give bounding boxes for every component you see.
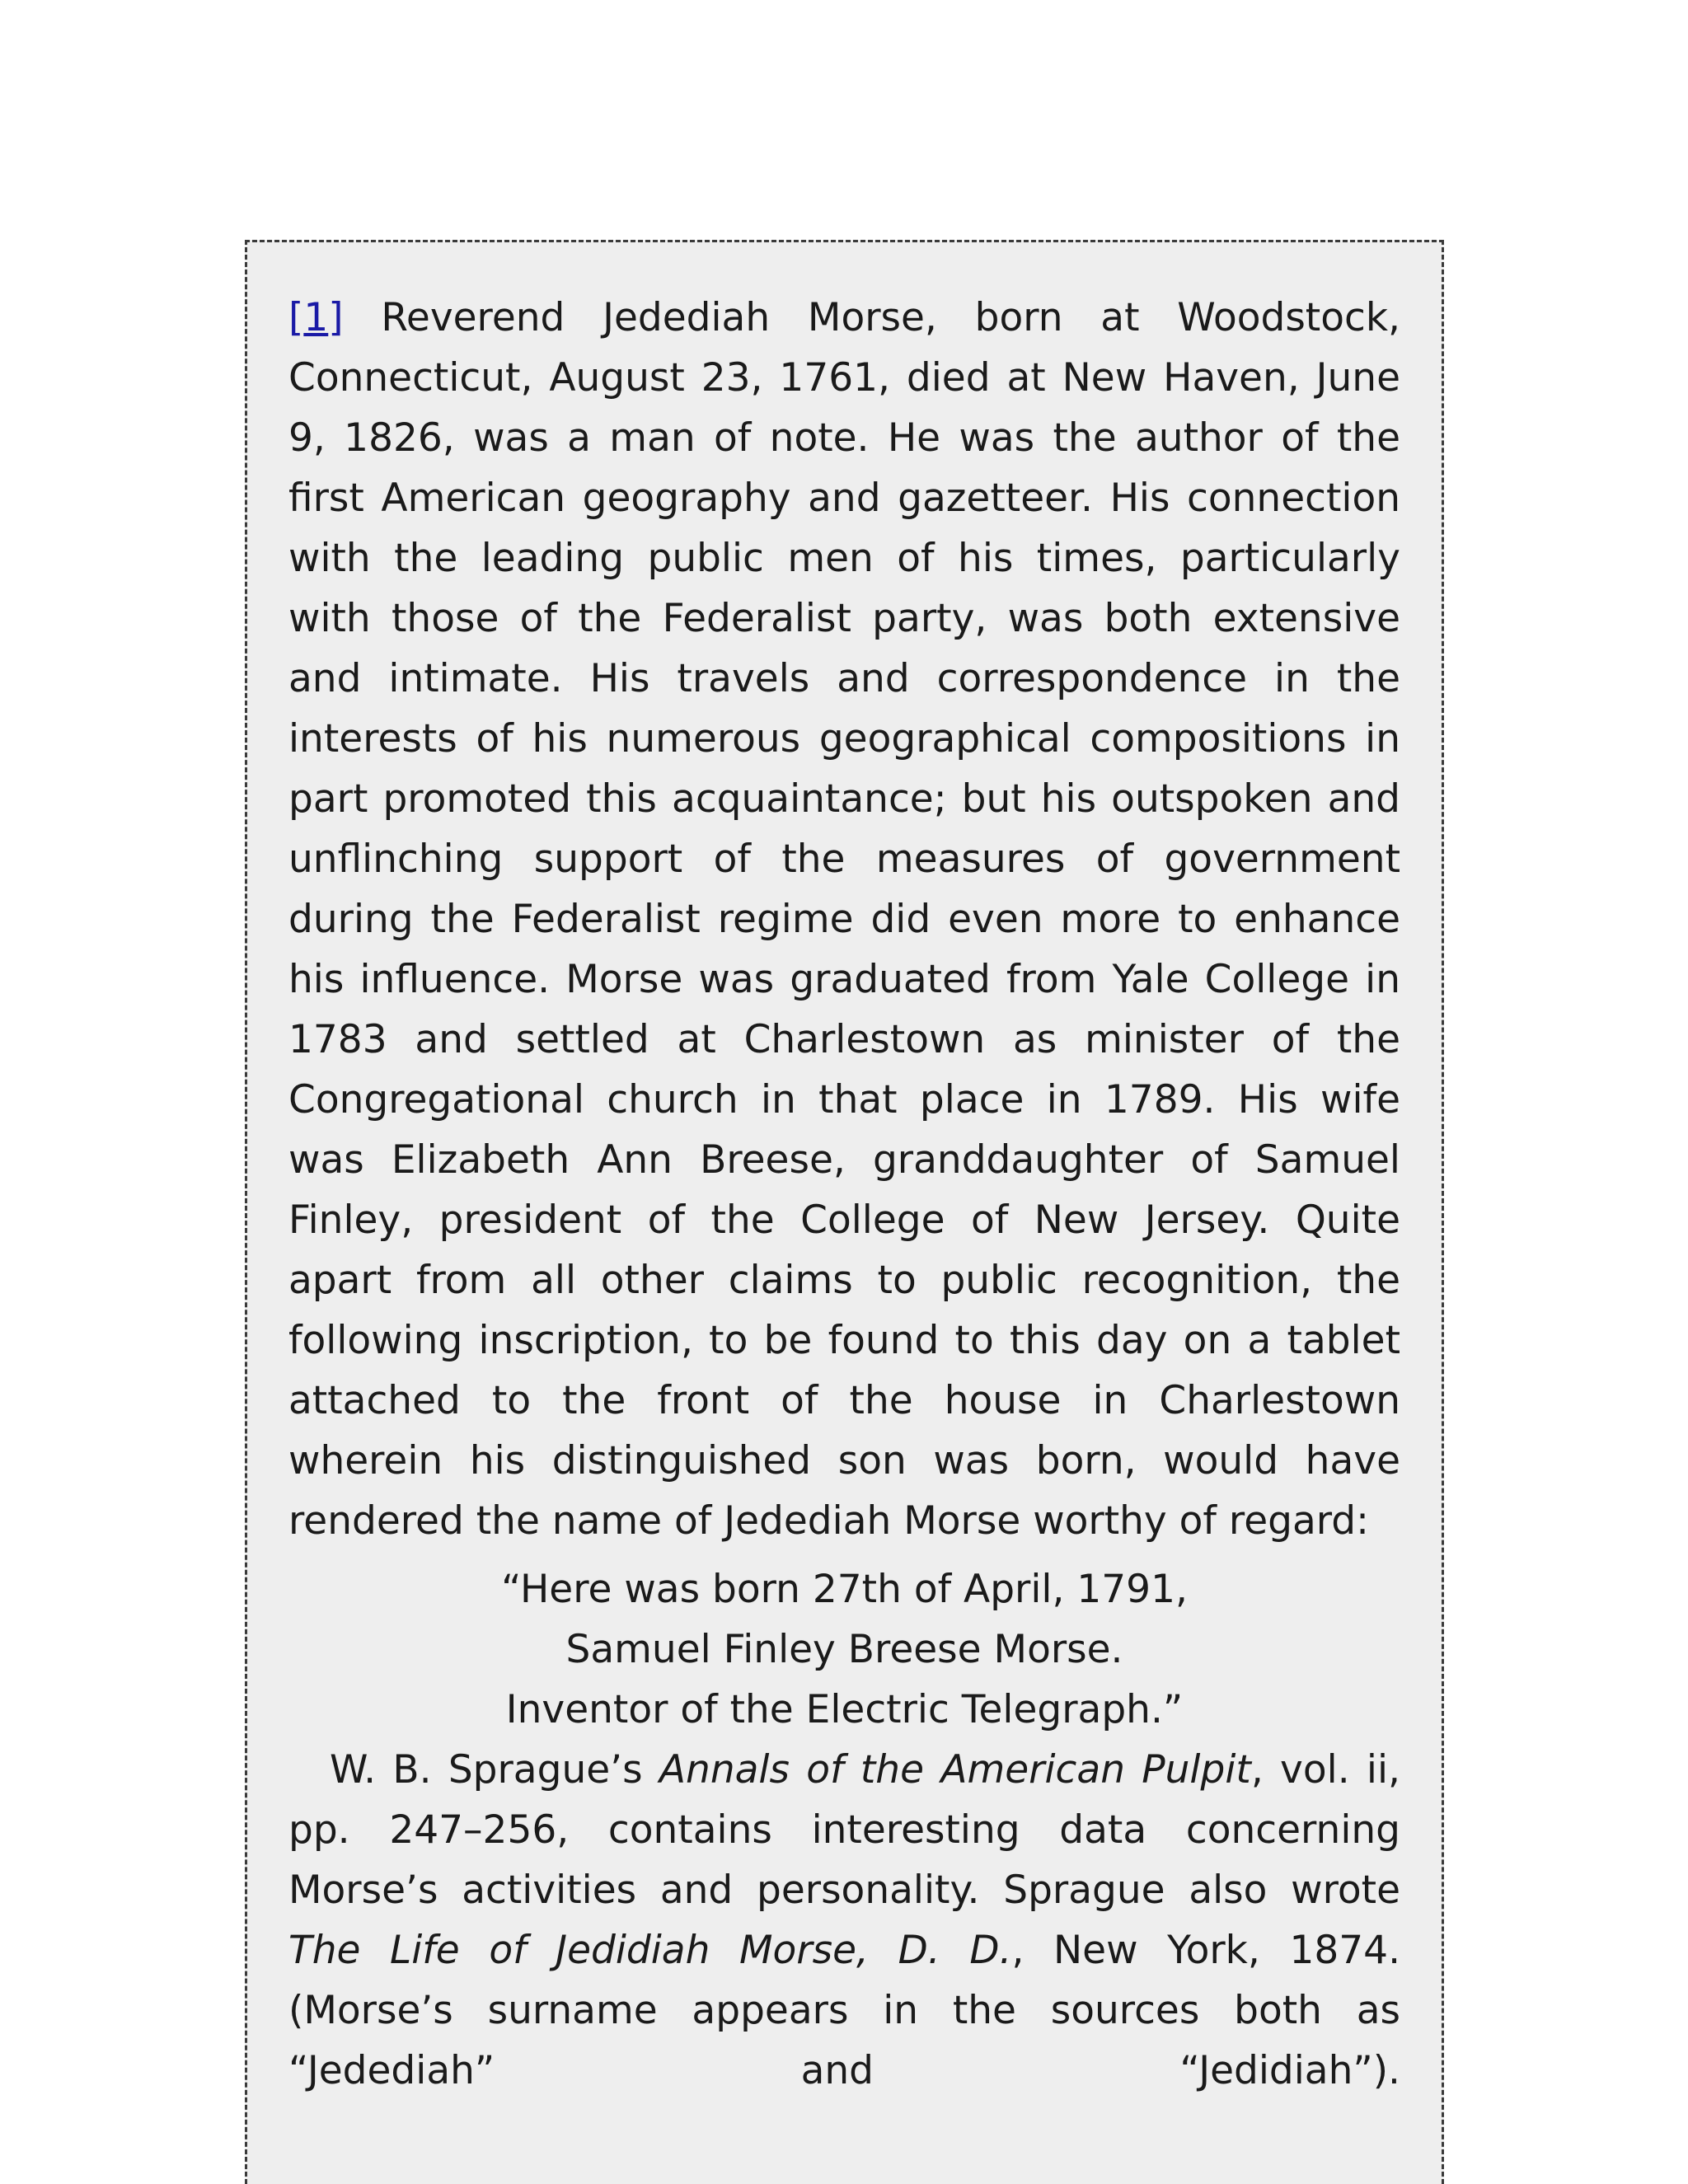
inscription: [288, 1559, 1400, 1740]
inscription-line: Samuel Finley Breese Morse.: [565, 1627, 1123, 1672]
footnote-body: Reverend Jedediah Morse, born at Woodstock, Connecticut, August 23, 1761, died at New Haven, June 9, 1826, was a man of note. He was the author of the first American geography and gazetteer. His connection with the leading public men of his times, particularly with those of the Federalist party, was both extensive and intimate. His travels and correspondence in the interests of his numerous geographical compositions in part promoted this acquaintance; but his outspoken and unflinching support of the measures of government during the Federalist regime did even more to enhance his influence. Morse was graduated from Yale College in 1783 and settled at Charlestown as minister of the Congregational church in that place in 1789. His wife was Elizabeth Ann Breese, granddaughter of Samuel Finley, president of the College of New Jersey. Quite apart from all other claims to public recognition, the following inscription, to be found to this day on a tablet attached to the front of the house in Charlestown wherein his distinguished son was born, would have rendered the name of Jedediah Morse worthy of regard:: [288, 295, 1400, 1544]
book-title: Annals of the American Pulpit: [659, 1747, 1251, 1793]
book-title: The Life of Jedidiah Morse, D. D.: [288, 1928, 1012, 1973]
sources-text: , vol. ii, pp. 247–256, contains interesting data concerning Morse’s activities and personality. Sprague also wrote: [288, 1747, 1400, 1913]
sources-paragraph: [288, 1740, 1400, 2101]
footnote-box: [245, 240, 1444, 2184]
footnote-paragraph: [288, 288, 1400, 1551]
inscription-line: “Here was born 27th of April, 1791,: [501, 1567, 1188, 1612]
footnote-marker-link[interactable]: [1]: [288, 295, 344, 340]
inscription-line: Inventor of the Electric Telegraph.”: [505, 1687, 1184, 1732]
sources-text: , New York, 1874. (Morse’s surname appears in the sources both as “Jedediah” and “Jedidiah”).: [288, 1928, 1401, 2093]
sources-text: W. B. Sprague’s: [330, 1747, 659, 1793]
footnote-marker-number: 1: [303, 295, 329, 340]
